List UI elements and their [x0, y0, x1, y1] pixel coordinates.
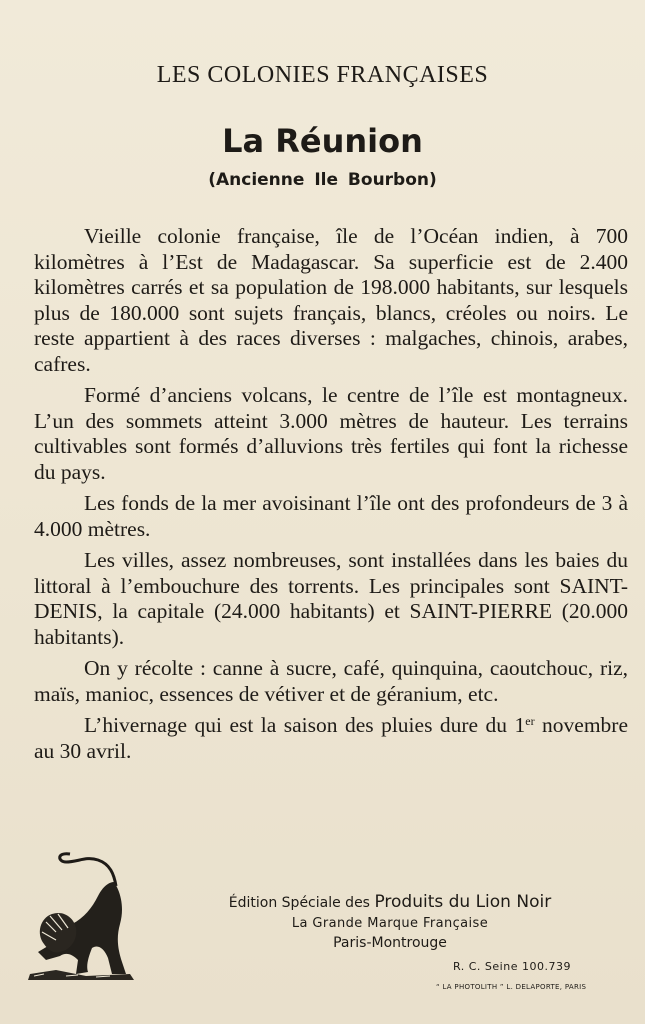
- printer-credit: “ LA PHOTOLITH ” L. DELAPORTE, PARIS: [436, 983, 587, 991]
- climate-text-end: novembre au 30 avril.: [34, 713, 628, 763]
- paragraph-geography: Formé d’anciens volcans, le centre de l’île est montagneux. L’un des sommets atteint 3.000 mètres de hauteur. Les terrains cultivables sont formés d’alluvions très fertiles qui font la richesse du pays.: [34, 383, 628, 484]
- climate-text-start: L’hivernage qui est la saison des pluies dure du 1: [84, 713, 526, 737]
- paragraph-climate: [34, 713, 628, 764]
- paragraph-population: Vieille colonie française, île de l’Océan indien, à 700 kilomètres à l’Est de Madagascar. Sa superficie est de 2.400 kilomètres carrés et sa population de 198.000 habitants, sur lesquels plus de 180.000 sont sujets français, blancs, créoles ou noirs. Le reste appartient à des races diverses : malgaches, chinois, arabes, cafres.: [34, 224, 628, 376]
- body-text: [34, 224, 628, 770]
- series-heading: LES COLONIES FRANÇAISES: [156, 62, 489, 88]
- page-subtitle: (Ancienne Ile Bourbon): [208, 170, 437, 190]
- edition-prefix: Édition Spéciale des: [228, 895, 370, 911]
- page-title: La Réunion: [222, 122, 423, 160]
- ordinal-superscript: er: [525, 714, 535, 728]
- lion-tail: [60, 854, 116, 886]
- black-lion-logo: [26, 848, 138, 984]
- paragraph-sea: Les fonds de la mer avoisinant l’île ont des profondeurs de 3 à 4.000 mètres.: [34, 491, 628, 541]
- edition-line: [130, 892, 645, 912]
- brand-city: Paris-Montrouge: [333, 935, 447, 951]
- paragraph-crops: On y récolte : canne à sucre, café, quinquina, caoutchouc, riz, maïs, manioc, essences de vétiver et de géranium, etc.: [34, 656, 628, 706]
- registration-number: R. C. Seine 100.739: [453, 960, 571, 973]
- paragraph-cities: Les villes, assez nombreuses, sont installées dans les baies du littoral à l’embouchure des torrents. Les principales sont SAINT-DENIS, la capitale (24.000 habitants) et SAINT-PIERRE (20.000 habitants).: [34, 548, 628, 649]
- brand-tagline: La Grande Marque Française: [291, 916, 489, 931]
- brand-name: Produits du Lion Noir: [374, 892, 552, 912]
